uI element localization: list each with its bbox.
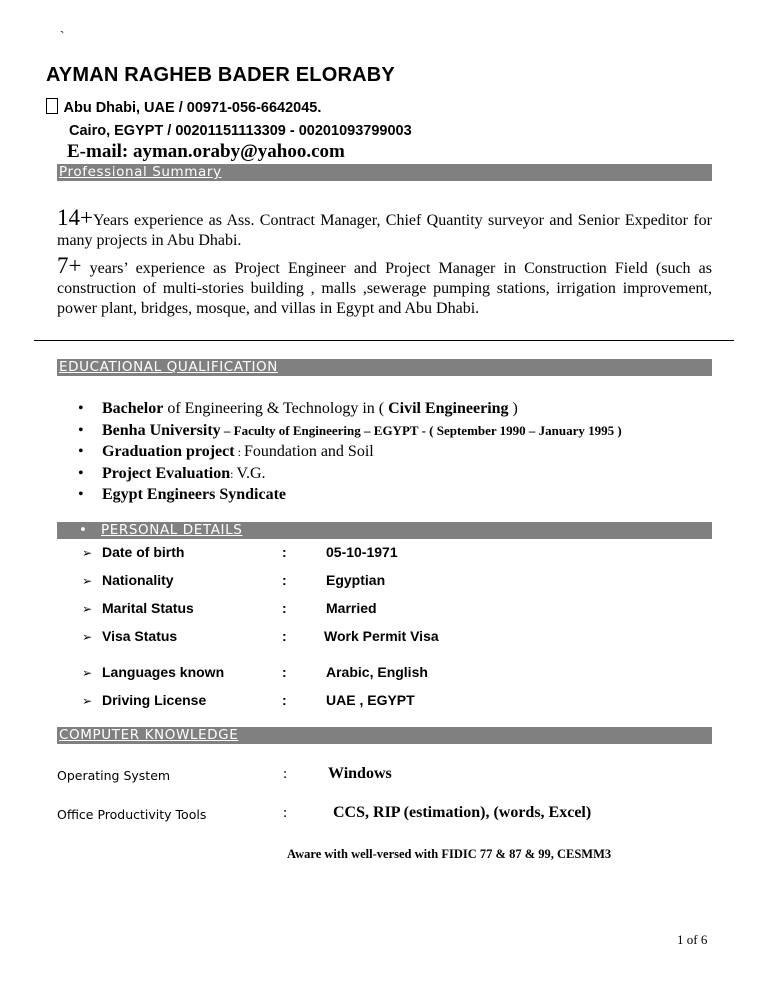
computer-heading-bar (57, 727, 712, 744)
summary-p1-lead: 14+ (57, 205, 93, 230)
list-item: • Project Evaluation: V.G. (78, 464, 266, 482)
list-item: • Bachelor of Engineering & Technology in ( Civil Engineering ) (78, 400, 518, 417)
personal-row: ➢ Marital Status : Married (82, 600, 377, 616)
fidic-note: Aware with well-versed with FIDIC 77 & 87 & 99, CESMM3 (287, 847, 612, 861)
arrow-icon: ➢ (82, 694, 93, 708)
computer-row-label: Operating System (57, 768, 171, 783)
candidate-name: AYMAN RAGHEB BADER ELORABY (46, 64, 395, 86)
personal-row: ➢ Languages known : Arabic, English (82, 664, 428, 680)
address-uae-line (46, 98, 321, 116)
summary-heading: Professional Summary (59, 164, 222, 180)
email[interactable]: E-mail: ayman.oraby@yahoo.com (67, 141, 345, 162)
list-item: • Graduation project : Foundation and Soil (78, 443, 374, 460)
computer-row-value: CCS, RIP (estimation), (words, Excel) (333, 804, 592, 821)
top-mark: ` (60, 28, 65, 43)
address-uae: Abu Dhabi, UAE / 00971-056-6642045. (63, 100, 322, 116)
summary-heading-bar (57, 164, 712, 181)
computer-row-value: Windows (328, 765, 392, 782)
personal-heading-bar (57, 522, 712, 539)
personal-row: ➢ Visa Status : Work Permit Visa (82, 628, 439, 644)
education-heading-bar (57, 359, 712, 376)
summary-p2-lead: 7+ (57, 253, 82, 278)
summary-paragraph-1 (57, 205, 712, 251)
arrow-icon: ➢ (82, 666, 93, 680)
computer-row-sep: : (283, 805, 288, 821)
arrow-icon: ➢ (82, 630, 93, 644)
personal-row: ➢ Nationality : Egyptian (82, 572, 386, 588)
summary-p1-text: Years experience as Ass. Contract Manager, Chief Quantity surveyor and Senior Expeditor for many projects in Abu Dhabi. (57, 212, 712, 249)
phone-icon (46, 98, 58, 114)
arrow-icon: ➢ (82, 574, 93, 588)
list-item: • Benha University – Faculty of Engineering – EGYPT - ( September 1990 – January 1995 ) (78, 421, 622, 439)
summary-paragraph-2 (57, 253, 712, 319)
personal-row: ➢ Driving License : UAE , EGYPT (82, 692, 415, 708)
education-heading: EDUCATIONAL QUALIFICATION (59, 359, 278, 375)
arrow-icon: ➢ (82, 602, 93, 616)
divider (34, 340, 734, 341)
personal-row: ➢ Date of birth : 05-10-1971 (82, 544, 398, 560)
summary-p2-text: years’ experience as Project Engineer and Project Manager in Construction Field (such as construction of multi-stories building , malls ,sewerage pumping stations, irrigation improvement, power plant, bridges, mosque, and villas in Egypt and Abu Dhabi. (57, 260, 712, 317)
computer-heading: COMPUTER KNOWLEDGE (59, 727, 239, 743)
education-list (78, 398, 622, 506)
arrow-icon: ➢ (82, 546, 93, 560)
list-item: • Egypt Engineers Syndicate (78, 486, 287, 503)
personal-heading: • PERSONAL DETAILS (79, 522, 243, 538)
computer-row-sep: : (283, 766, 288, 782)
computer-row-label: Office Productivity Tools (57, 807, 207, 822)
address-egypt: Cairo, EGYPT / 00201151113309 - 00201093799003 (69, 123, 412, 139)
page-number: 1 of 6 (677, 932, 708, 947)
